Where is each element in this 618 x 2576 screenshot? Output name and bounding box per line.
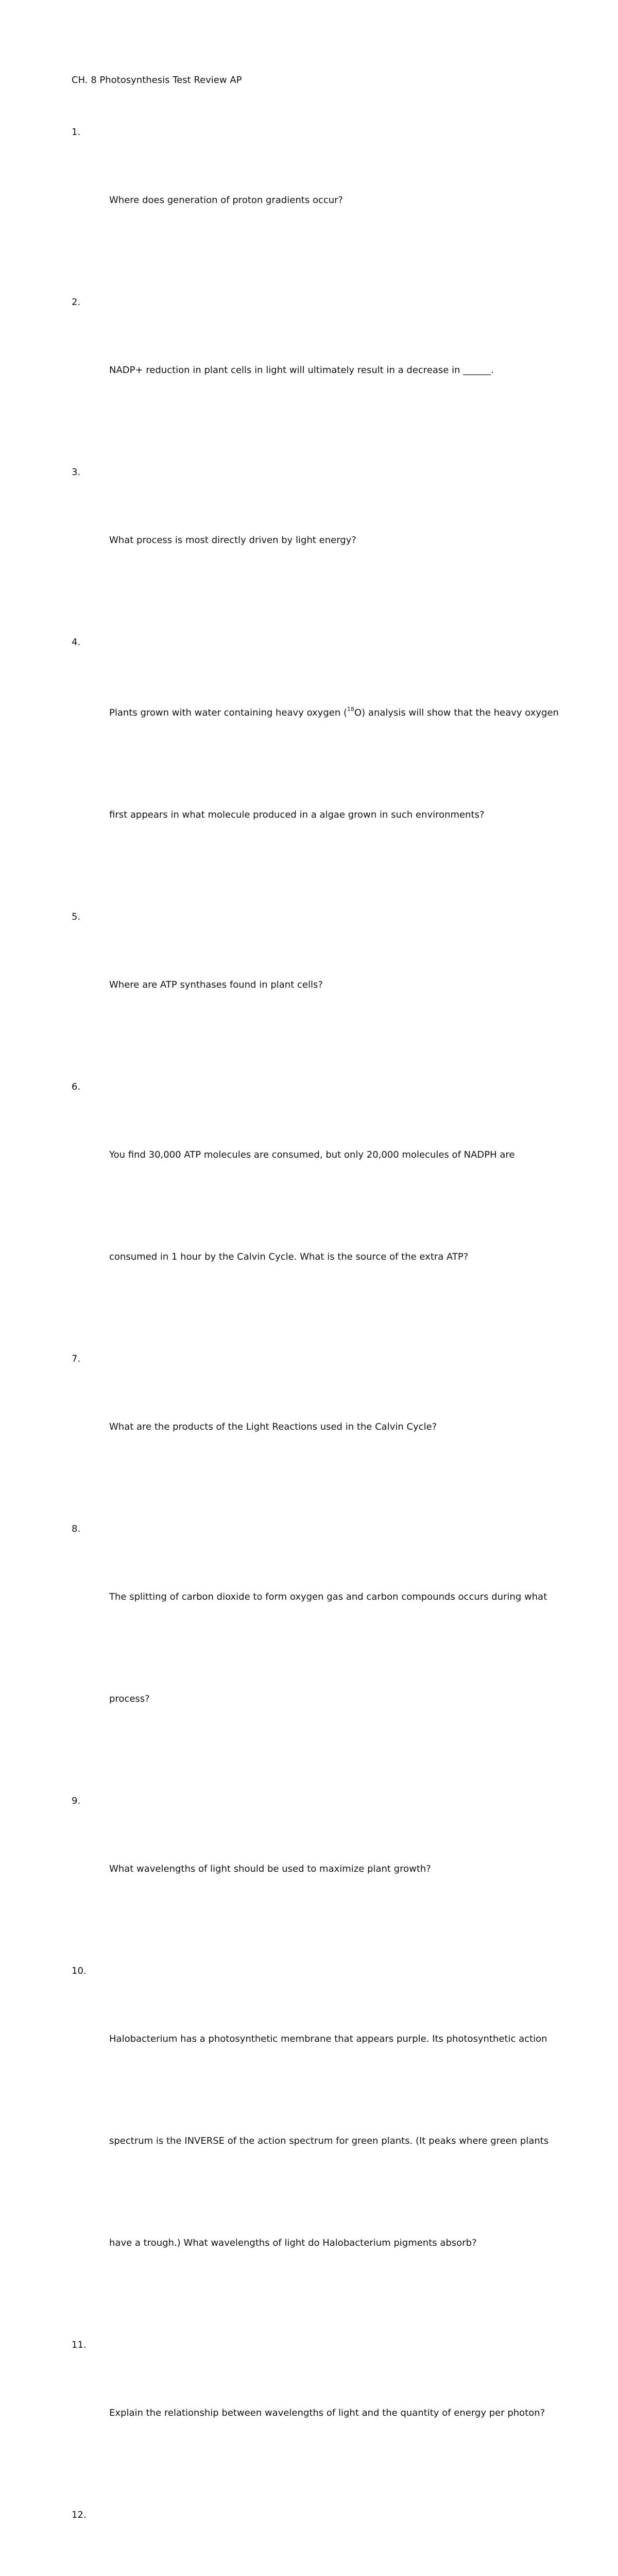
question-line: Where are ATP synthases found in plant cells?	[109, 979, 323, 990]
question-number: 11.	[72, 2340, 87, 2350]
isotope-symbol: O	[354, 707, 362, 718]
question-text	[109, 625, 559, 900]
question-text	[109, 2498, 551, 2576]
question-number: 2.	[72, 297, 81, 308]
question-text	[109, 285, 551, 455]
question-line: What process is most directly driven by light energy?	[109, 535, 356, 546]
question-12	[72, 2498, 551, 2576]
question-line: process?	[109, 1693, 150, 1704]
question-number: 9.	[72, 1795, 81, 1806]
question-number: 7.	[72, 1353, 81, 1364]
question-line	[109, 2566, 551, 2576]
question-line: What are the products of the Light Reactions used in the Calvin Cycle?	[109, 1421, 437, 1432]
question-text	[109, 1342, 551, 1512]
question-text-part: Plants grown with water containing heavy oxygen (	[109, 707, 347, 718]
question-11	[72, 2328, 551, 2498]
question-7	[72, 1342, 551, 1512]
question-line: You find 30,000 ATP molecules are consumed, but only 20,000 molecules of NADPH are	[109, 1149, 515, 1160]
question-5	[72, 900, 551, 1070]
question-2	[72, 285, 551, 455]
question-number: 6.	[72, 1081, 81, 1092]
question-line: The splitting of carbon dioxide to form oxygen gas and carbon compounds occurs during what	[109, 1591, 547, 1602]
question-line: have a trough.) What wavelengths of light do Halobacterium pigments absorb?	[109, 2238, 477, 2248]
question-text	[109, 900, 551, 1070]
question-line: Where does generation of proton gradients occur?	[109, 195, 344, 206]
question-text-part: ) analysis will show that the heavy oxygen	[362, 707, 559, 718]
question-line: first appears in what molecule produced in a algae grown in such environments?	[109, 809, 485, 820]
question-number: 4.	[72, 637, 81, 648]
question-line: spectrum is the INVERSE of the action spectrum for green plants. (It peaks where green plants	[109, 2136, 549, 2146]
question-text	[109, 1784, 551, 1954]
question-list	[72, 115, 559, 2576]
question-number: 12.	[72, 2510, 87, 2520]
question-line	[109, 693, 559, 730]
question-text	[109, 2328, 551, 2498]
question-number: 5.	[72, 911, 81, 922]
question-line: consumed in 1 hour by the Calvin Cycle. What is the source of the extra ATP?	[109, 1251, 469, 1262]
question-9	[72, 1784, 551, 1954]
question-8	[72, 1512, 551, 1784]
document-title: CH. 8 Photosynthesis Test Review AP	[72, 75, 242, 86]
question-text	[109, 455, 551, 625]
question-6	[72, 1070, 551, 1342]
question-number: 8.	[72, 1523, 81, 1534]
question-number: 1.	[72, 127, 81, 138]
question-line: What wavelengths of light should be used to maximize plant growth?	[109, 1863, 431, 1874]
question-4	[72, 625, 559, 900]
isotope-mass-number: 18	[347, 706, 354, 713]
question-line: NADP+ reduction in plant cells in light will ultimately result in a decrease in ______.	[109, 365, 494, 376]
question-1	[72, 115, 551, 285]
question-line: Explain the relationship between wavelengths of light and the quantity of energy per photon?	[109, 2408, 545, 2418]
question-text	[109, 1512, 551, 1784]
question-line: Halobacterium has a photosynthetic membrane that appears purple. Its photosynthetic action	[109, 2033, 547, 2044]
question-number: 3.	[72, 467, 81, 478]
question-3	[72, 455, 551, 625]
question-number: 10.	[72, 1965, 87, 1976]
question-text	[109, 115, 551, 285]
question-text	[109, 1070, 551, 1342]
question-text	[109, 1954, 551, 2328]
question-10	[72, 1954, 551, 2328]
